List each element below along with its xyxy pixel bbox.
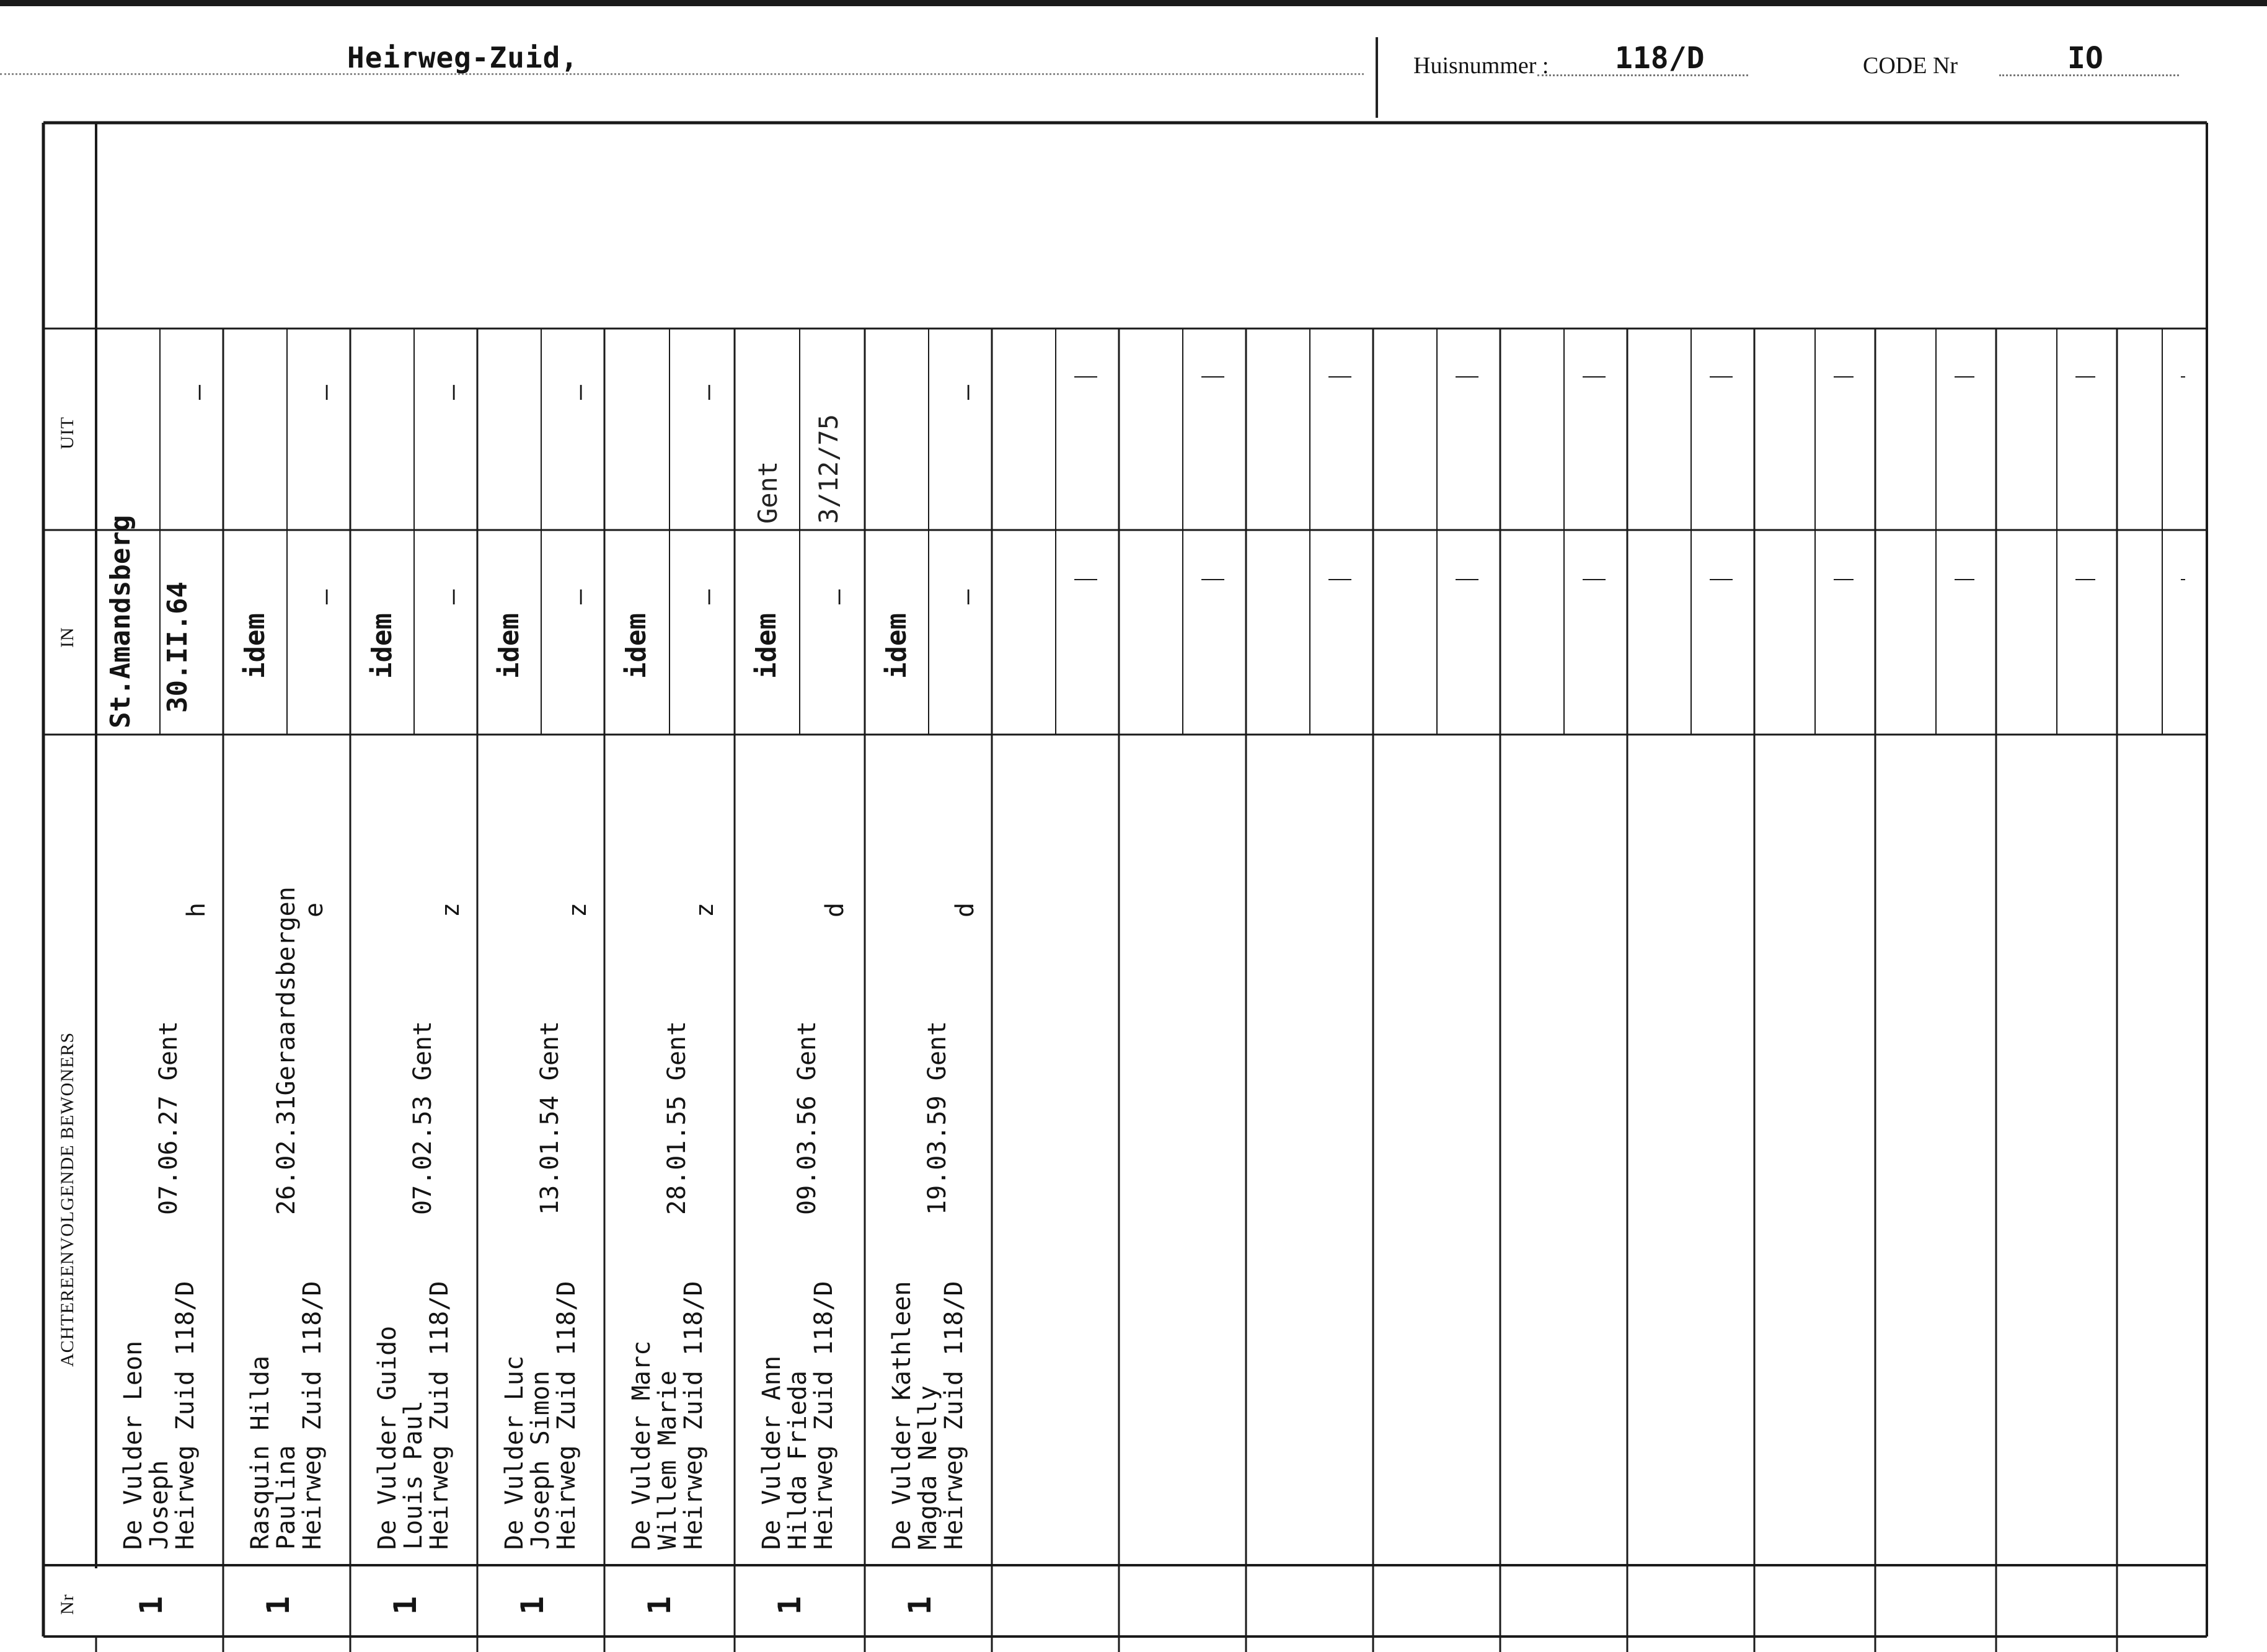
resident-given-names: Louis Paul xyxy=(399,1400,428,1550)
huisnummer-label: Huisnummer : xyxy=(1413,53,1549,79)
resident-name: Rasquin Hilda xyxy=(246,1355,275,1550)
resident-address: Heirweg Zuid 118/D xyxy=(298,1281,327,1550)
resident-relation: h xyxy=(182,902,211,917)
resident-name: De Vulder Guido xyxy=(373,1325,402,1550)
uit-date-dash: — xyxy=(953,384,981,400)
row-label-uit: UIT xyxy=(57,417,77,449)
resident-given-names: Hilda Frieda xyxy=(784,1371,812,1550)
resident-name: De Vulder Ann xyxy=(758,1355,786,1550)
resident-birth: 19.03.59 Gent xyxy=(923,1020,952,1215)
in-place: idem xyxy=(881,613,913,679)
resident-address: Heirweg Zuid 118/D xyxy=(940,1281,968,1550)
resident-nr: 1 xyxy=(902,1596,938,1615)
resident-address: Heirweg Zuid 118/D xyxy=(552,1281,581,1550)
uit-date-dash: — xyxy=(438,384,467,400)
resident-nr: 1 xyxy=(387,1596,423,1615)
resident-name: De Vulder Leon xyxy=(119,1340,148,1550)
in-date-dash: — xyxy=(565,589,594,604)
row-label-in: IN xyxy=(57,627,77,648)
resident-address: Heirweg Zuid 118/D xyxy=(425,1281,454,1550)
resident-address: Heirweg Zuid 118/D xyxy=(171,1281,200,1550)
in-date-dash: — xyxy=(438,589,467,604)
resident-relation: e xyxy=(300,902,329,917)
resident-name: De Vulder Kathleen xyxy=(888,1281,916,1550)
row-label-nr: Nr xyxy=(57,1594,77,1615)
resident-relation: d xyxy=(821,902,849,917)
resident-given-names: Joseph xyxy=(145,1460,174,1550)
in-place: St.Amandsberg xyxy=(105,515,136,728)
resident-nr: 1 xyxy=(772,1596,808,1615)
uit-date-dash: — xyxy=(565,384,594,400)
resident-relation: z xyxy=(436,902,465,917)
resident-name: De Vulder Luc xyxy=(500,1355,529,1550)
uit-place: Gent xyxy=(753,461,783,524)
resident-birth: 13.01.54 Gent xyxy=(536,1020,564,1215)
in-date-dash: — xyxy=(824,589,852,604)
resident-name: De Vulder Marc xyxy=(627,1340,656,1550)
resident-address: Heirweg Zuid 118/D xyxy=(810,1281,838,1550)
huisnummer-value: 118/D xyxy=(1615,41,1705,76)
row-label-bewoners: ACHTEREENVOLGENDE BEWONERS xyxy=(57,1031,77,1367)
resident-relation: d xyxy=(951,902,979,917)
resident-nr: 1 xyxy=(133,1596,169,1615)
resident-given-names: Joseph Simon xyxy=(526,1371,555,1550)
in-place: idem xyxy=(493,613,525,679)
resident-address: Heirweg Zuid 118/D xyxy=(679,1281,708,1550)
resident-given-names: Magda Nelly xyxy=(914,1385,942,1550)
resident-nr: 1 xyxy=(260,1596,296,1615)
in-place: idem xyxy=(239,613,271,679)
in-date-dash: — xyxy=(694,589,722,604)
resident-birth: 07.06.27 Gent xyxy=(154,1020,183,1215)
resident-relation: z xyxy=(691,902,719,917)
in-place: idem xyxy=(751,613,782,679)
in-place: idem xyxy=(621,613,652,679)
in-date-dash: — xyxy=(311,589,340,604)
code-value: IO xyxy=(2067,41,2103,76)
resident-nr: 1 xyxy=(642,1596,678,1615)
resident-birth: 07.02.53 Gent xyxy=(409,1020,437,1215)
uit-date: 3/12/75 xyxy=(813,413,844,524)
uit-date-dash: — xyxy=(311,384,340,400)
resident-given-names: Willem Marie xyxy=(653,1371,682,1550)
resident-given-names: Paulina xyxy=(272,1445,301,1550)
in-date: 30.II.64 xyxy=(162,581,193,713)
resident-birth: 09.03.56 Gent xyxy=(793,1020,821,1215)
resident-birth: 28.01.55 Gent xyxy=(663,1020,691,1215)
code-label: CODE Nr xyxy=(1863,53,1958,79)
uit-date-dash: — xyxy=(184,384,213,400)
in-date-dash: — xyxy=(953,589,981,604)
resident-relation: z xyxy=(563,902,592,917)
resident-nr: 1 xyxy=(515,1596,550,1615)
uit-date-dash: — xyxy=(694,384,722,400)
street-name: Heirweg-Zuid, xyxy=(347,41,579,74)
resident-birth: 26.02.31Geraardsbergen xyxy=(272,886,301,1215)
in-place: idem xyxy=(366,613,398,679)
